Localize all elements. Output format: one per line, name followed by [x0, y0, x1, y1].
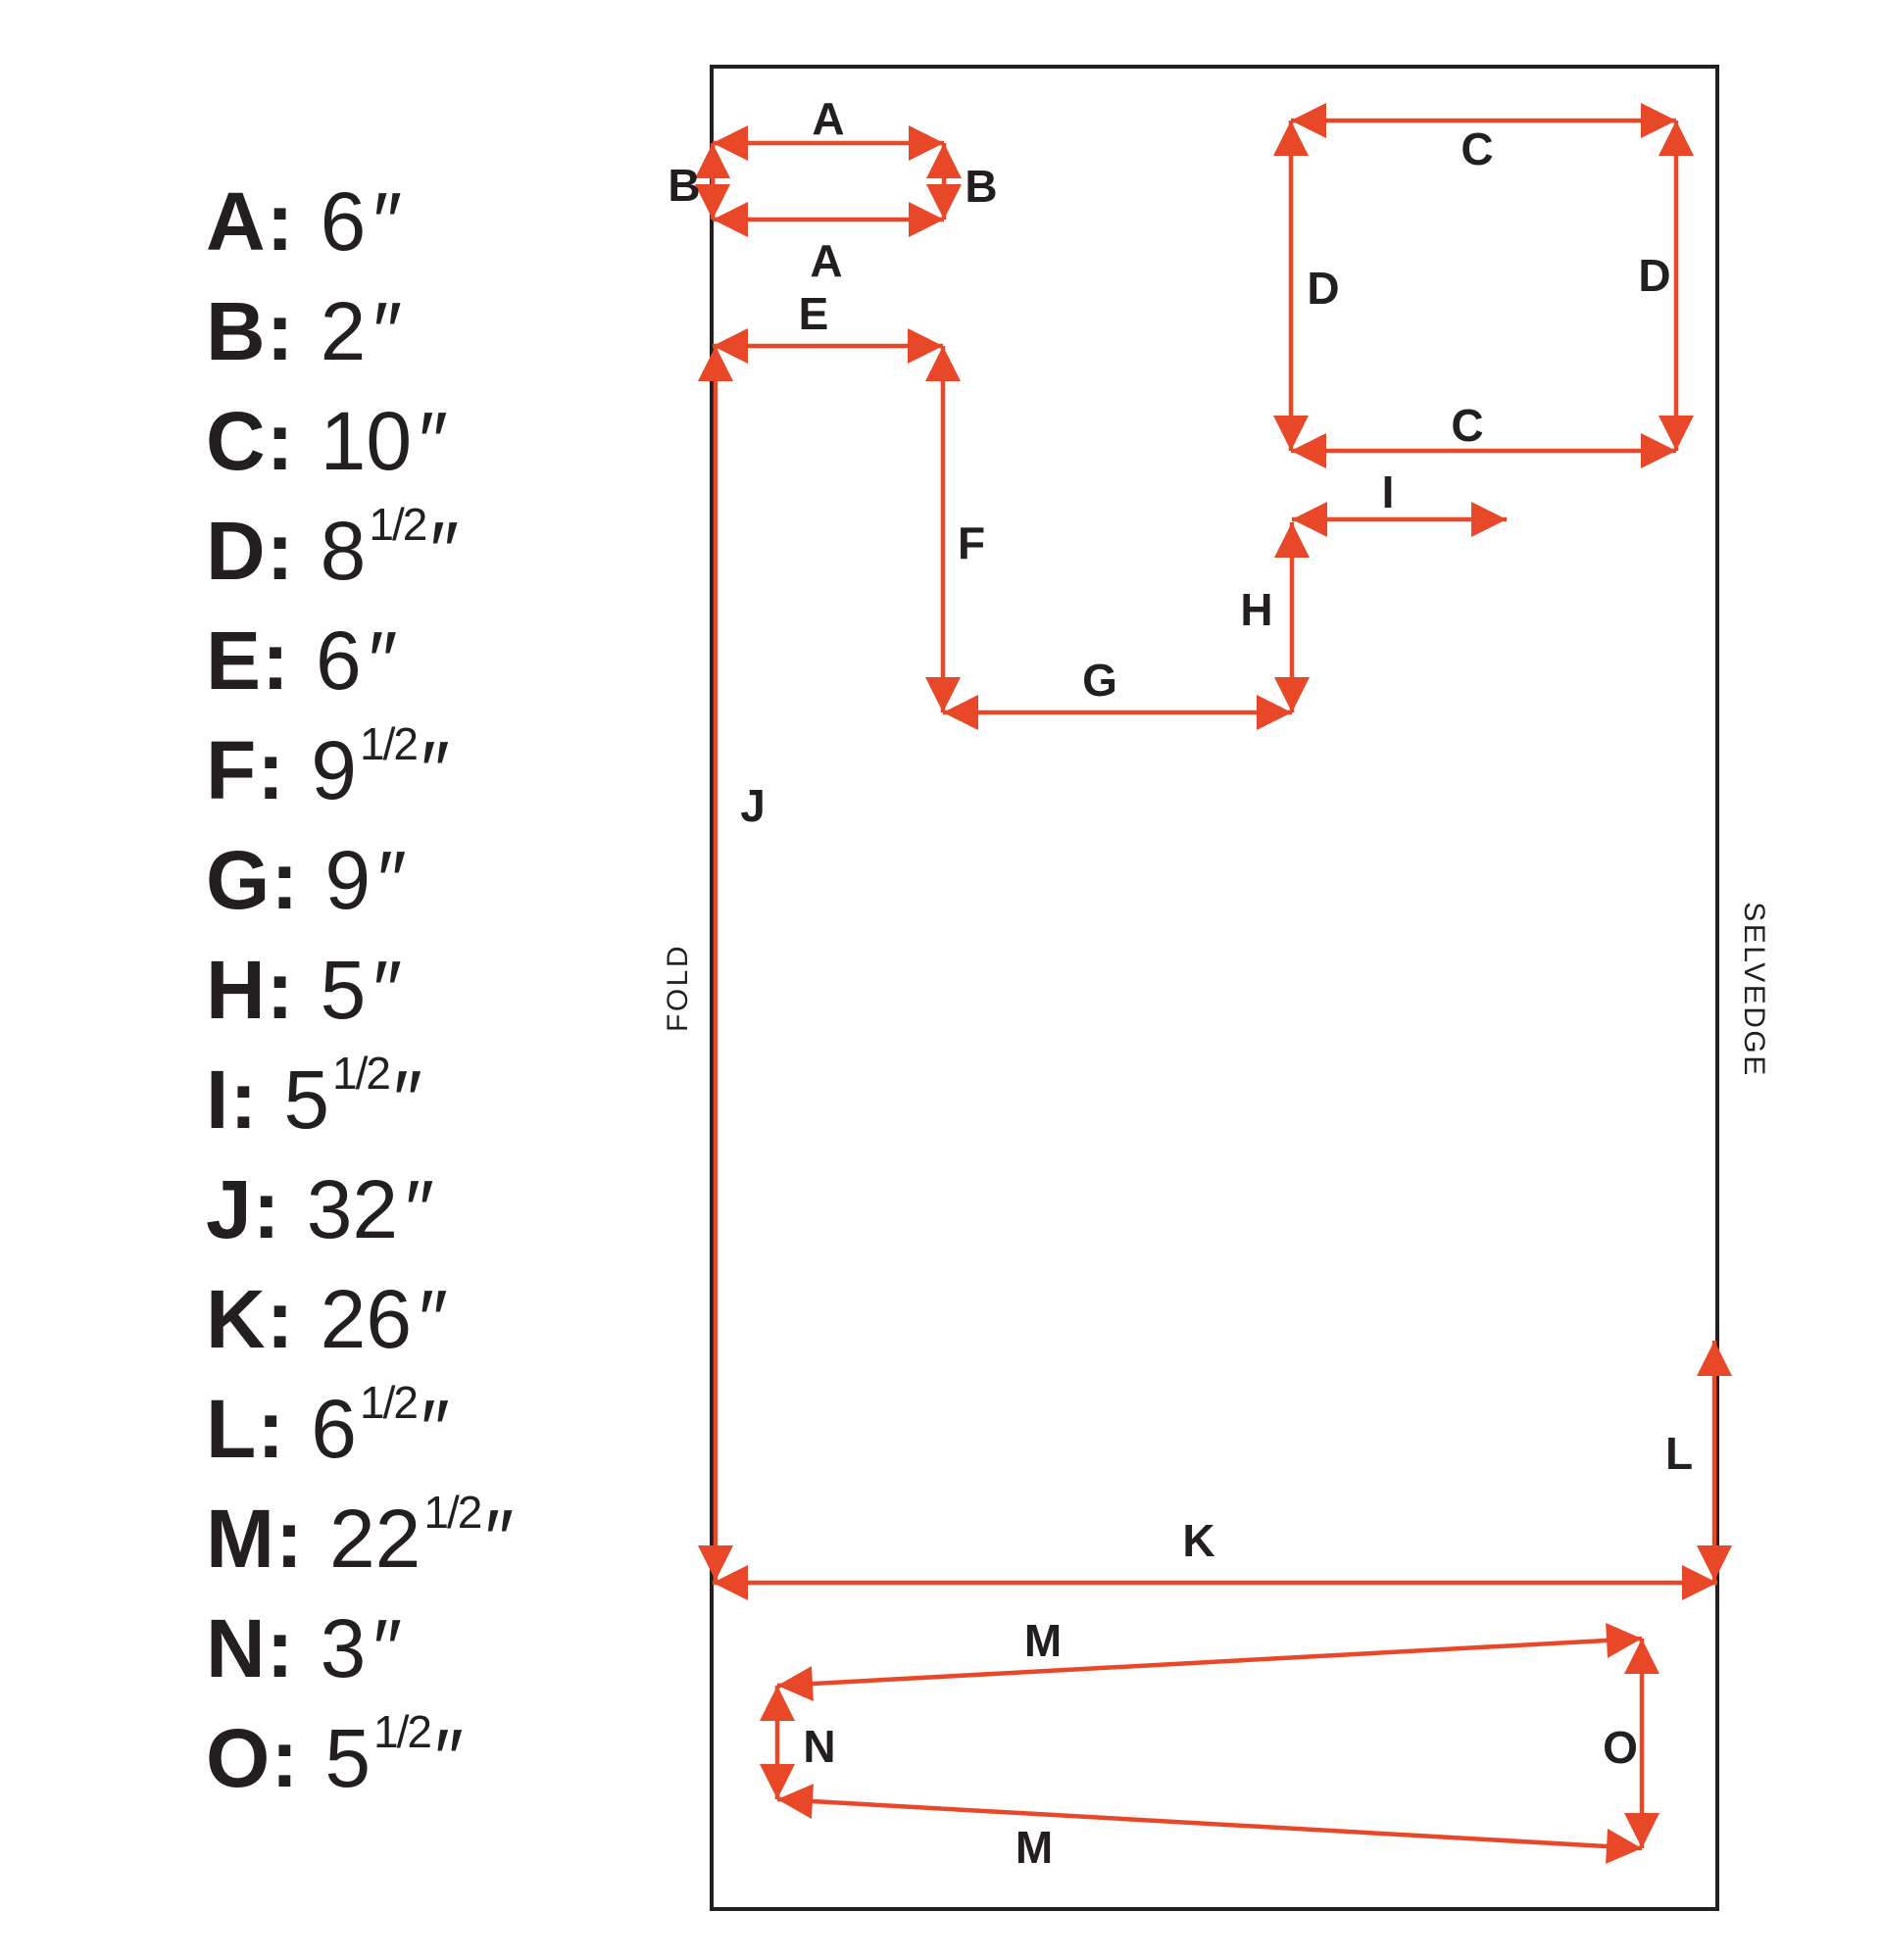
legend-value: 9 — [324, 834, 371, 926]
label-h: H — [1240, 584, 1273, 635]
legend-letter: C: — [206, 395, 295, 487]
legend-value: 6 — [320, 175, 367, 268]
legend-letter: L: — [206, 1383, 286, 1475]
legend-value: 22 — [328, 1493, 421, 1585]
legend-fraction: 1/2 — [332, 1048, 389, 1099]
legend-letter: N: — [206, 1602, 295, 1694]
label-i: I — [1381, 466, 1395, 517]
legend-unit: ″ — [429, 505, 460, 597]
legend-unit: ″ — [377, 834, 407, 926]
label-o: O — [1603, 1722, 1638, 1773]
legend-unit: ″ — [484, 1493, 515, 1585]
legend-unit: ″ — [372, 944, 403, 1036]
label-e: E — [798, 288, 829, 339]
legend-value: 2 — [320, 285, 367, 377]
legend-letter: H: — [206, 944, 295, 1036]
label-j: J — [740, 780, 766, 831]
legend-letter: A: — [206, 175, 295, 268]
label-m-top: M — [1023, 1615, 1063, 1666]
selvedge-edge-label: SELVEDGE — [1738, 902, 1770, 1078]
legend-fraction: 1/2 — [369, 499, 426, 550]
legend-value: 9 — [311, 724, 358, 816]
legend-letter: J: — [206, 1163, 281, 1255]
legend-unit: ″ — [433, 1712, 464, 1804]
label-l: L — [1664, 1428, 1694, 1479]
legend-unit: ″ — [368, 614, 398, 707]
label-b-left: B — [668, 160, 701, 211]
legend-letter: I: — [206, 1054, 259, 1146]
legend-letter: G: — [206, 834, 300, 926]
legend-value: 5 — [320, 944, 367, 1036]
legend-value: 6 — [311, 1383, 358, 1475]
label-m-bottom: M — [1015, 1822, 1054, 1873]
label-a-top: A — [812, 93, 845, 144]
legend-value: 5 — [324, 1712, 371, 1804]
legend-unit: ″ — [420, 724, 450, 816]
legend-letter: E: — [206, 614, 290, 707]
legend-unit: ″ — [405, 1163, 434, 1255]
label-g: G — [1082, 655, 1117, 706]
legend-unit: ″ — [419, 395, 448, 487]
legend-value: 10 — [320, 395, 413, 487]
arrow-m-bottom — [777, 1799, 1642, 1848]
legend-unit: ″ — [372, 1602, 403, 1694]
legend-letter: B: — [206, 285, 295, 377]
legend-fraction: 1/2 — [360, 718, 417, 769]
label-b-right: B — [965, 161, 998, 212]
label-d-left: D — [1307, 263, 1340, 314]
legend-value: 5 — [283, 1054, 330, 1146]
legend-fraction: 1/2 — [373, 1706, 430, 1757]
label-d-right: D — [1638, 250, 1671, 301]
legend-unit: ″ — [419, 1273, 448, 1365]
label-n: N — [803, 1721, 836, 1772]
fold-edge-label: FOLD — [662, 943, 694, 1033]
label-c-top: C — [1461, 123, 1494, 174]
label-k: K — [1182, 1515, 1215, 1566]
arrow-m-top — [777, 1639, 1642, 1686]
legend-value: 32 — [306, 1163, 399, 1255]
legend-letter: M: — [206, 1493, 304, 1585]
legend-unit: ″ — [372, 175, 403, 268]
legend-letter: O: — [206, 1712, 300, 1804]
legend-value: 3 — [320, 1602, 367, 1694]
fabric-outline — [712, 67, 1717, 1909]
legend-letter: D: — [206, 505, 295, 597]
label-f: F — [957, 517, 986, 568]
legend-fraction: 1/2 — [423, 1487, 481, 1538]
legend-unit: ″ — [372, 285, 403, 377]
label-c-bottom: C — [1451, 400, 1484, 451]
legend-value: 8 — [320, 505, 367, 597]
legend-value: 6 — [316, 614, 362, 707]
legend-value: 26 — [320, 1273, 413, 1365]
legend-unit: ″ — [392, 1054, 422, 1146]
legend-unit: ″ — [420, 1383, 450, 1475]
label-a-bottom: A — [810, 235, 843, 286]
legend-fraction: 1/2 — [360, 1377, 417, 1428]
legend-letter: K: — [206, 1273, 295, 1365]
legend-letter: F: — [206, 724, 286, 816]
